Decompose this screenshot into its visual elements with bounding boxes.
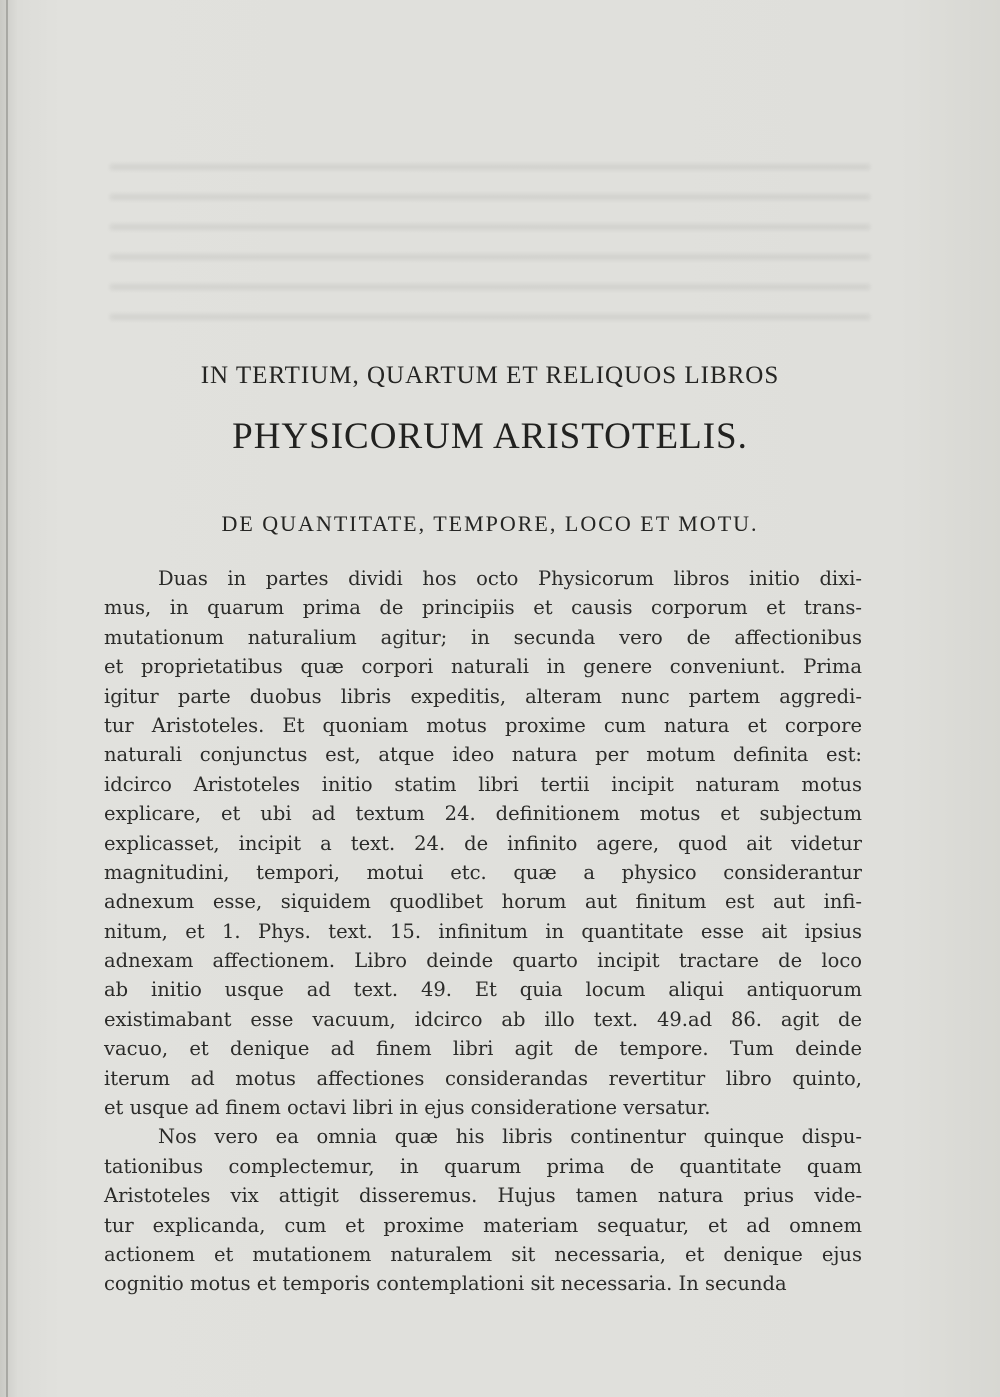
text-line: et usque ad finem octavi libri in ejus consideratione versatur. xyxy=(104,1096,711,1120)
text-line: cognitio motus et temporis contemplationi sit necessaria. In secunda xyxy=(104,1272,787,1296)
text-line: Duas in partes dividi hos octo Physicorum libros initio dixi- xyxy=(158,567,862,590)
heading-book-range: IN TERTIUM, QUARTUM ET RELIQUOS LIBROS xyxy=(200,362,780,389)
text-line: adnexam affectionem. Libro deinde quarto incipit tractare de loco xyxy=(104,949,862,973)
text-line: Aristoteles vix attigit disseremus. Hujus tamen natura prius vide- xyxy=(104,1184,862,1208)
text-line: vacuo, et denique ad finem libri agit de tempore. Tum deinde xyxy=(104,1037,862,1061)
page-gutter-shadow xyxy=(6,0,8,1397)
text-line: idcirco Aristoteles initio statim libri tertii incipit naturam motus xyxy=(104,772,862,796)
text-line: nitum, et 1. Phys. text. 15. infinitum in quantitate esse ait ipsius xyxy=(104,919,862,943)
text-line: igitur parte duobus libris expeditis, alteram nunc partem aggredi- xyxy=(104,684,862,708)
text-line: adnexum esse, siquidem quodlibet horum aut finitum est aut infi- xyxy=(104,890,862,914)
text-line: ab initio usque ad text. 49. Et quia locum aliqui antiquorum xyxy=(104,978,862,1002)
body-text xyxy=(104,564,862,1299)
text-line: Nos vero ea omnia quæ his libris continentur quinque dispu- xyxy=(158,1125,862,1149)
text-line: actionem et mutationem naturalem sit necessaria, et denique ejus xyxy=(104,1242,862,1266)
text-line: tur Aristoteles. Et quoniam motus proxime cum natura et corpore xyxy=(104,713,862,737)
text-line: existimabant esse vacuum, idcirco ab illo text. 49.ad 86. agit de xyxy=(104,1007,862,1031)
text-line: mus, in quarum prima de principiis et causis corporum et trans- xyxy=(104,596,862,620)
text-line: magnitudini, tempori, motui etc. quæ a physico considerantur xyxy=(104,860,862,884)
heading-subject: DE QUANTITATE, TEMPORE, LOCO ET MOTU. xyxy=(221,511,759,536)
text-line: et proprietatibus quæ corpori naturali in genere conveniunt. Prima xyxy=(104,655,862,679)
text-line: explicare, et ubi ad textum 24. definitionem motus et subjectum xyxy=(104,802,862,826)
text-line: naturali conjunctus est, atque ideo natura per motum definita est: xyxy=(104,743,862,767)
text-line: tur explicanda, cum et proxime materiam sequatur, et ad omnem xyxy=(104,1213,862,1237)
heading-work-title: PHYSICORUM ARISTOTELIS. xyxy=(232,416,748,457)
text-line: mutationum naturalium agitur; in secunda vero de affectionibus xyxy=(104,625,862,649)
paragraph xyxy=(104,564,862,1122)
bleed-through-texture xyxy=(110,140,870,320)
paragraph xyxy=(104,1122,862,1298)
text-line: explicasset, incipit a text. 24. de infinito agere, quod ait videtur xyxy=(104,831,862,855)
text-line: iterum ad motus affectiones considerandas revertitur libro quinto, xyxy=(104,1066,862,1090)
text-line: tationibus complectemur, in quarum prima de quantitate quam xyxy=(104,1154,862,1178)
